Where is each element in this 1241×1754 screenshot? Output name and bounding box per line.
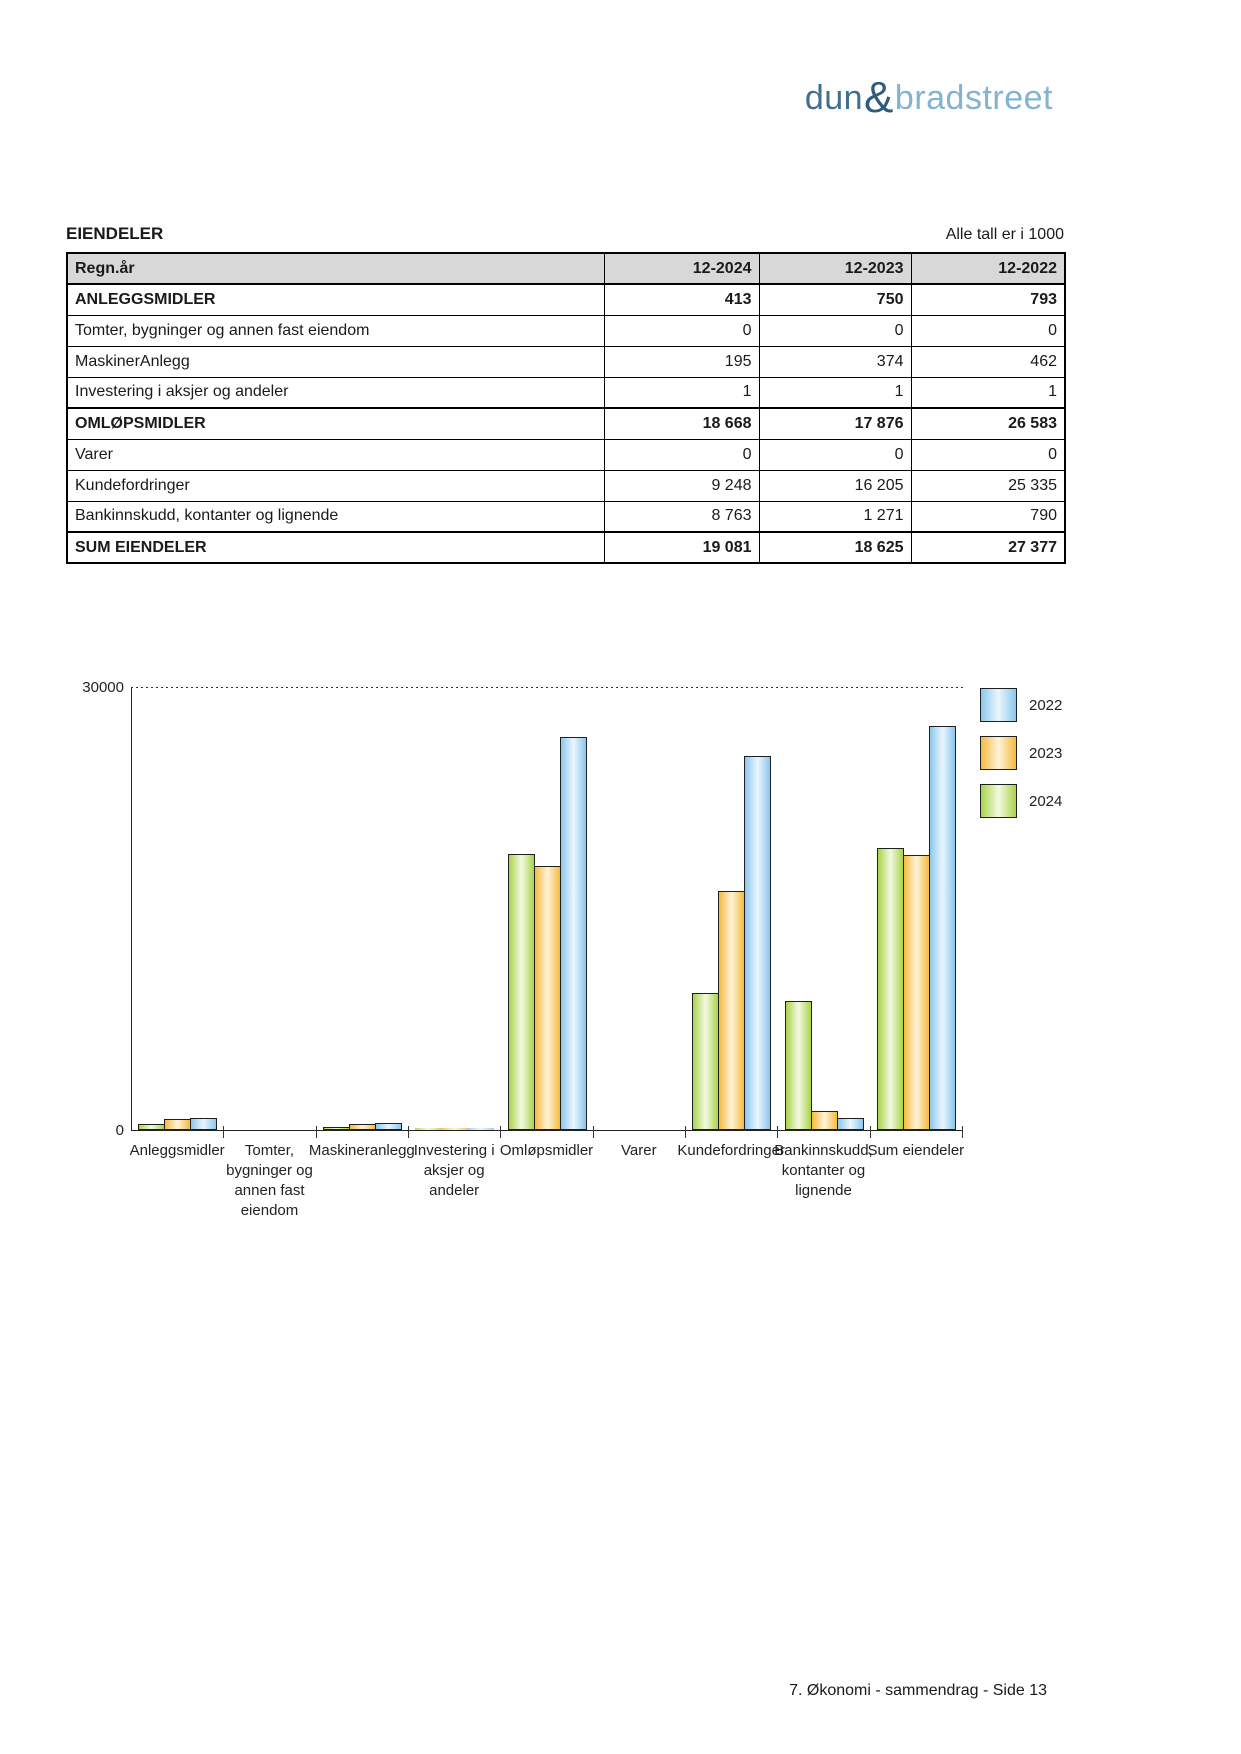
row-label: Investering i aksjer og andeler [67,377,604,408]
row-label: Varer [67,439,604,470]
x-axis-tick [870,1126,871,1138]
x-axis-tick [962,1126,963,1138]
x-category-label-line: kontanter og [781,1162,866,1179]
bar-2023 [349,1124,376,1130]
x-axis [131,1130,963,1131]
row-label: MaskinerAnlegg [67,346,604,377]
assets-table-head [67,253,1065,284]
row-label: OMLØPSMIDLER [67,408,604,439]
col-header-label: Regn.år [67,253,604,284]
bar-2022 [190,1118,217,1130]
x-category-label [487,1141,607,1161]
bar-2023 [534,866,561,1130]
row-value: 1 [759,377,911,408]
x-category-label-line: Anleggsmidler [129,1142,225,1159]
row-value: 18 625 [759,532,911,563]
row-label: Bankinnskudd, kontanter og lignende [67,501,604,532]
x-category-label-line: aksjer og [423,1162,485,1179]
table-row [67,470,1065,501]
bar-2022 [744,756,771,1130]
row-value: 26 583 [911,408,1065,439]
row-value: 1 [604,377,759,408]
logo-text-dun: dun [804,79,864,117]
x-category-label-line: Varer [621,1142,657,1159]
row-value: 8 763 [604,501,759,532]
x-axis-tick [408,1126,409,1138]
col-header-year: 12-2023 [759,253,911,284]
x-category-label-line: andeler [429,1182,480,1199]
legend-label-2022: 2022 [1029,697,1063,714]
table-row [67,532,1065,563]
logo-text-bradstreet: bradstreet [894,79,1053,117]
y-axis [131,687,132,1131]
bar-2023 [811,1111,838,1130]
bar-2023 [164,1119,191,1130]
row-value: 750 [759,284,911,315]
row-value: 462 [911,346,1065,377]
row-value: 25 335 [911,470,1065,501]
x-axis-tick [685,1126,686,1138]
bar-2024 [785,1001,812,1130]
legend-swatch-2024 [980,784,1017,818]
table-row [67,439,1065,470]
bar-2024 [877,848,904,1130]
bar-2022 [837,1118,864,1130]
x-category-label-line: annen fast [234,1182,305,1199]
row-value: 374 [759,346,911,377]
bar-2023 [441,1128,468,1130]
bar-2022 [375,1123,402,1130]
row-value: 18 668 [604,408,759,439]
row-value: 27 377 [911,532,1065,563]
bar-2024 [415,1128,442,1130]
bar-2024 [692,993,719,1130]
x-category-label-line: eiendom [240,1202,299,1219]
x-axis-tick [777,1126,778,1138]
row-value: 413 [604,284,759,315]
gridline-30000 [131,687,966,688]
row-value: 16 205 [759,470,911,501]
legend-swatch-2022 [980,688,1017,722]
row-label: Tomter, bygninger og annen fast eiendom [67,315,604,346]
bar-2022 [467,1128,494,1130]
bar-2022 [929,726,956,1130]
table-row [67,315,1065,346]
x-category-label [302,1141,422,1161]
row-value: 1 [911,377,1065,408]
x-category-label-line: Omløpsmidler [499,1142,594,1159]
row-value: 17 876 [759,408,911,439]
bar-2024 [323,1127,350,1130]
x-category-label-line: Maskineranlegg [308,1142,415,1159]
legend-label-2023: 2023 [1029,745,1063,762]
y-tick-label-0: 0 [115,1122,124,1139]
assets-table [66,252,1066,564]
row-value: 1 271 [759,501,911,532]
x-category-label-line: Kundefordringer [677,1142,785,1159]
row-value: 9 248 [604,470,759,501]
row-value: 0 [911,315,1065,346]
table-row [67,408,1065,439]
bar-2023 [903,855,930,1130]
bar-2023 [718,891,745,1130]
x-category-label [764,1141,884,1201]
x-axis-tick [500,1126,501,1138]
x-axis-tick [223,1126,224,1138]
row-value: 0 [759,315,911,346]
x-category-label [394,1141,514,1201]
row-value: 0 [759,439,911,470]
row-value: 793 [911,284,1065,315]
table-row [67,501,1065,532]
x-category-label [671,1141,791,1161]
page-title: EIENDELER [66,224,164,243]
x-category-label-line: Investering i [413,1142,495,1159]
x-category-label [856,1141,976,1161]
row-value: 0 [604,439,759,470]
row-label: ANLEGGSMIDLER [67,284,604,315]
table-row [67,284,1065,315]
x-category-label [579,1141,699,1161]
row-label: SUM EIENDELER [67,532,604,563]
y-tick-label-30000: 30000 [82,679,124,696]
bar-2024 [138,1124,165,1130]
page-footer: 7. Økonomi - sammendrag - Side 13 [789,1682,1047,1699]
dun-bradstreet-logo [805,70,1053,120]
unit-note: Alle tall er i 1000 [945,226,1064,243]
x-category-label-line: Sum eiendeler [867,1142,965,1159]
section-head [66,224,1064,244]
logo-ampersand-icon: & [864,73,894,122]
col-header-year: 12-2024 [604,253,759,284]
x-axis-tick [316,1126,317,1138]
bar-2022 [560,737,587,1130]
row-value: 195 [604,346,759,377]
table-row [67,346,1065,377]
x-category-label-line: lignende [795,1182,852,1199]
row-value: 19 081 [604,532,759,563]
legend-swatch-2023 [980,736,1017,770]
table-row [67,377,1065,408]
col-header-year: 12-2022 [911,253,1065,284]
table-header-row [67,253,1065,284]
legend-label-2024: 2024 [1029,793,1063,810]
row-label: Kundefordringer [67,470,604,501]
row-value: 0 [911,439,1065,470]
row-value: 790 [911,501,1065,532]
x-category-label-line: bygninger og [226,1162,313,1179]
assets-table-body [67,284,1065,563]
x-axis-tick [593,1126,594,1138]
row-value: 0 [604,315,759,346]
x-category-label [117,1141,237,1161]
x-category-label-line: Tomter, [244,1142,295,1159]
x-category-label [210,1141,330,1221]
x-category-label-line: Bankinnskudd, [774,1142,873,1159]
bar-2024 [508,854,535,1130]
